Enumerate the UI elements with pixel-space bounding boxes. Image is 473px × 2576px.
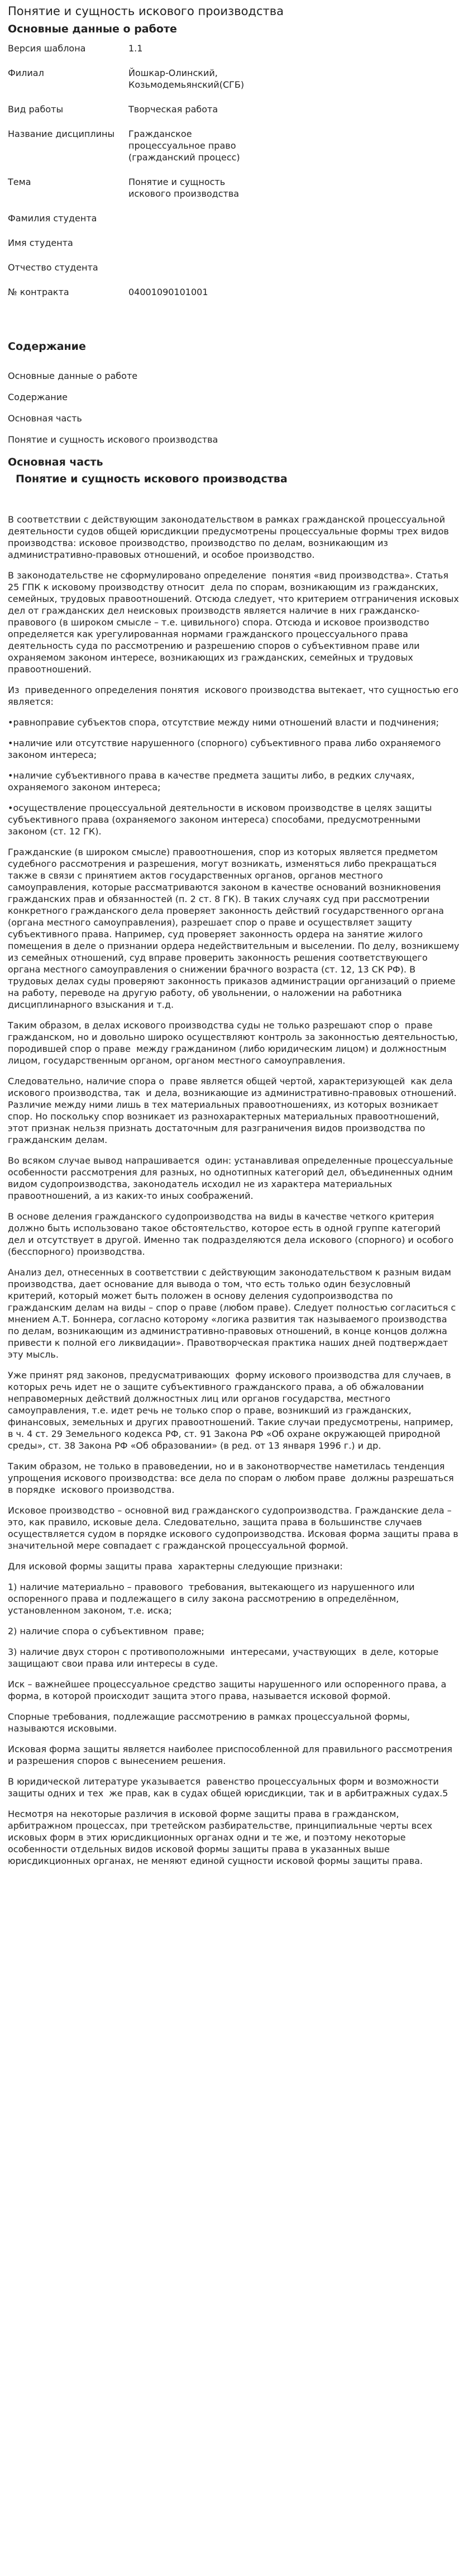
main-body-text (8, 514, 465, 1867)
body-paragraph: В соответствии с действующим законодательством в рамках гражданской процессуальной деятельности судов общей юрисдикции предусмотрены процессуальные формы трех видов производства: исковое производство, производство по делам, возникающим из административно-правовых отношений, и особое производство. (8, 514, 452, 560)
body-paragraph: Анализ дел, отнесенных в соответствии с действующим законодательством к разным видам производства, дает основание для вывода о том, что есть только один безусловный критерий, который может быть положен в основу деления судопроизводства по гражданским делам на виды – спор о праве (любом праве). Следует полностью согласиться с мнением А.Т. Боннера, согласно которому «логика развития так называемого производства по делам, возникающим из административно-правовых отношений, в конце концов должна привести к полной его ликвидации». Правотворческая практика наших дней подтверждает эту мысль. (8, 1267, 459, 1360)
info-key: Филиал (8, 68, 44, 78)
body-paragraph: 2) наличие спора о субъективном праве; (8, 1626, 204, 1636)
info-value: Творческая работа (128, 104, 218, 115)
basic-info-heading: Основные данные о работе (8, 23, 177, 35)
info-value: 04001090101001 (128, 287, 208, 297)
info-key: Вид работы (8, 104, 64, 115)
body-paragraph: Исковое производство – основной вид гражданского судопроизводства. Гражданские дела – это, как правило, исковые дела. Следовательно, защита права в большинстве случаев осуществляется судом в порядке искового судопроизводства. Исковая форма защиты права в значительной мере совпадает с гражданской процессуальной формой. (8, 1505, 461, 1551)
toc-link[interactable]: Основные данные о работе (8, 371, 138, 381)
info-key: № контракта (8, 287, 69, 297)
info-value (128, 262, 251, 286)
info-key: Имя студента (8, 238, 73, 248)
body-paragraph: •осуществление процессуальной деятельности в исковом производстве в целях защиты субъективного права (охраняемого законом интереса) способами, предусмотренными законом (ст. 12 ГК). (8, 803, 435, 837)
info-key: Название дисциплины (8, 129, 115, 139)
body-paragraph: Уже принят ряд законов, предусматривающих форму искового производства для случаев, в которых речь идет не о защите субъективного гражданского права, а об обжаловании неправомерных действий должностных лиц или органов государства, местного самоуправления, т.е. идет речь не только спор о праве, возникший из гражданских, финансовых, земельных и других правоотношений. Такие случаи предусмотрены, например, в ч. 4 ст. 29 Земельного кодекса РФ, ст. 91 Закона РФ «Об охране окружающей природной среды», ст. 38 Закона РФ «Об образовании» (в ред. от 13 января 1996 г.) и др. (8, 1370, 456, 1451)
info-key: Отчество студента (8, 262, 98, 273)
body-paragraph: 1) наличие материально – правового требования, вытекающего из нарушенного или оспоренного права и подлежащего в силу закона рассмотрению в определённом, установленном законом, т.е. иска; (8, 1582, 418, 1616)
info-row (8, 212, 251, 237)
info-value: 1.1 (128, 43, 143, 54)
info-row (8, 237, 251, 262)
body-paragraph: В основе деления гражданского судопроизводства на виды в качестве четкого критерия должно быть использовано такое обстоятельство, которое есть в одной группе категорий дел и отсутствует в другой. Именно так подразделяются дела искового (спорного) и особого (бесспорного) производства. (8, 1211, 457, 1257)
info-value: Йошкар-Олинский, Козьмодемьянский(СГБ) (128, 68, 245, 90)
info-key: Тема (8, 177, 31, 187)
body-paragraph: •наличие или отсутствие нарушенного (спорного) субъективного права либо охраняемого законом интереса; (8, 738, 444, 760)
info-key: Версия шаблона (8, 43, 86, 54)
main-section-heading: Основная часть (8, 456, 103, 468)
document-title: Понятие и сущность искового производства (8, 4, 284, 18)
info-row (8, 67, 251, 103)
body-paragraph: Несмотря на некоторые различия в исковой форме защиты права в гражданском, арбитражном процессах, при третейском разбирательстве, принципиальные черты всех исковых форм в этих юрисдикционных органах одни и те же, и поэтому некоторые особенности отдельных видов исковой формы защиты права в указанных выше юрисдикционных органах, не меняют единой сущности исковой формы защиты права. (8, 1809, 436, 1866)
body-paragraph: Таким образом, не только в правоведении, но и в законотворчестве наметилась тенденция упрощения искового производства: все дела по спорам о любом праве должны разрешаться в порядке искового производства. (8, 1461, 457, 1495)
info-value: Понятие и сущность искового производства (128, 177, 240, 199)
body-paragraph: Из приведенного определения понятия искового производства вытекает, что сущностью его является: (8, 685, 462, 707)
info-value (128, 212, 251, 237)
toc-heading: Содержание (8, 340, 86, 353)
table-of-contents (8, 371, 465, 445)
info-key: Фамилия студента (8, 213, 97, 224)
info-row (8, 262, 251, 286)
body-paragraph: Следовательно, наличие спора о праве является общей чертой, характеризующей как дела искового производства, так и дела, возникающие из административно-правовых отношений. Различие между ними лишь в тех материальных правоотношениях, из которых возникает спор. Но поскольку спор возникает из разнохарактерных материальных правоотношений, этот признак нельзя признать достаточным для разграничения видов производства по гражданским делам. (8, 1076, 460, 1145)
body-paragraph: Гражданские (в широком смысле) правоотношения, спор из которых является предметом судебного рассмотрения и разрешения, могут возникать, изменяться либо прекращаться также в связи с принятием актов государственных органов, органов местного самоуправления, которые рассматриваются законом в качестве оснований возникновения гражданских прав и обязанностей (п. 2 ст. 8 ГК). В таких случаях суд при рассмотрении конкретного гражданского дела проверяет законность действий государственного органа (органа местного самоуправления), разрешает спор о праве и осуществляет защиту субъективного права. Например, суд проверяет законность ордера на занятие жилого помещения в деле о признании ордера недействительным и выселении. По делу, возникшему из семейных отношений, суд вправе проверить законность решения соответствующего органа местного самоуправления о снижении брачного возраста (ст. 12, 13 СК РФ). В трудовых делах суды проверяют законность приказов администрации организаций о приеме на работу, переводе на другую работу, об увольнении, о наложении на работника дисциплинарного взыскания и т.д. (8, 847, 462, 1010)
toc-link[interactable]: Основная часть (8, 413, 82, 424)
body-paragraph: •наличие субъективного права в качестве предмета защиты либо, в редких случаях, охраняемого законом интереса; (8, 770, 418, 793)
body-paragraph: Таким образом, в делах искового производства суды не только разрешают спор о праве гражданском, но и довольно широко осуществляют контроль за законностью деятельностью, породившей спор о праве между гражданином (либо юридическим лицом) и должностным лицом, государственным органом, органом местного самоуправления. (8, 1020, 461, 1066)
toc-link[interactable]: Понятие и сущность искового производства (8, 434, 218, 445)
body-paragraph: Иск – важнейшее процессуальное средство защиты нарушенного или оспоренного права, а форма, в которой происходит защита этого права, называется исковой формой. (8, 1679, 450, 1701)
toc-link[interactable]: Содержание (8, 392, 68, 402)
info-value: Гражданское процессуальное право (гражданский процесс) (128, 129, 240, 163)
info-row (8, 128, 251, 176)
main-section-subheading: Понятие и сущность искового производства (16, 473, 288, 485)
body-paragraph: 3) наличие двух сторон с противоположными интересами, участвующих в деле, которые защищают свои права или интересы в суде. (8, 1647, 442, 1669)
body-paragraph: Спорные требования, подлежащие рассмотрению в рамках процессуальной формы, называются исковыми. (8, 1711, 413, 1734)
info-row (8, 286, 251, 311)
info-row (8, 42, 251, 67)
body-paragraph: Исковая форма защиты является наиболее приспособленной для правильного рассмотрения и разрешения споров с вынесением решения. (8, 1744, 455, 1766)
info-row (8, 103, 251, 128)
body-paragraph: Во всяком случае вывод напрашивается один: устанавливая определенные процессуальные особенности рассмотрения для разных, но однотипных категорий дел, объединенных одним видом судопроизводства, законодатель исходил не из характера материальных правоотношений, а из каких-то иных соображений. (8, 1155, 456, 1201)
body-paragraph: •равноправие субъектов спора, отсутствие между ними отношений власти и подчинения; (8, 717, 439, 728)
info-row (8, 176, 251, 212)
body-paragraph: Для исковой формы защиты права характерны следующие признаки: (8, 1561, 343, 1572)
body-paragraph: В юридической литературе указывается равенство процессуальных форм и возможности защиты одних и тех же прав, как в судах общей юрисдикции, так и в арбитражных судах.5 (8, 1776, 448, 1799)
body-paragraph: В законодательстве не сформулировано определение понятия «вид производства». Статья 25 ГПК к исковому производству относит дела по спорам, возникающим из гражданских, семейных, трудовых правоотношений. Отсюда следует, что критерием отграничения исковых дел от гражданских дел неисковых производств является наличие в них гражданско-правового (в широком смысле – т.е. цивильного) спора. Отсюда и исковое производство определяется как урегулированная нормами гражданского процессуального права деятельность суда по рассмотрению и разрешению споров о субъективном праве или охраняемом законом интересе, возникающих из гражданских, семейных и трудовых правоотношений. (8, 570, 462, 675)
info-value (128, 237, 251, 262)
basic-info-table (8, 42, 251, 311)
